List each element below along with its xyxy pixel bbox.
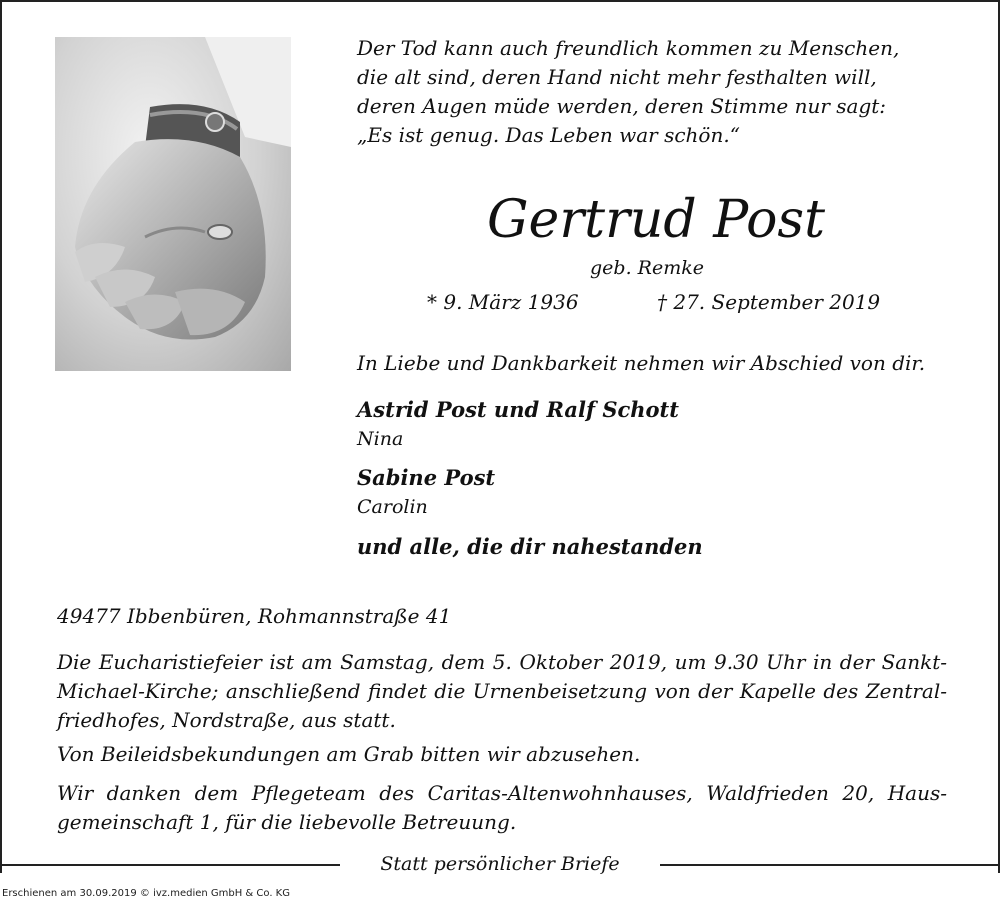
farewell-text: In Liebe und Dankbarkeit nehmen wir Abschied von dir. [357,351,926,375]
hands-photo [55,37,291,371]
service-line: Michael-Kirche; anschließend findet die Urnenbeisetzung von der Kapelle des Zentral- [57,679,947,703]
poem [357,34,899,150]
family-member-name: Sabine Post [357,465,496,490]
poem-line: die alt sind, deren Hand nicht mehr festhalten will, [357,65,877,89]
clasped-hands-image [55,37,291,371]
family-member-sub: Nina [357,428,404,450]
poem-line: „Es ist genug. Das Leben war schön.“ [357,123,740,147]
service-info [57,648,947,735]
thanks-line: gemeinschaft 1, für die liebevolle Betreuung. [57,810,517,834]
family-member-sub: Carolin [357,496,428,518]
address: 49477 Ibbenbüren, Rohmannstraße 41 [57,604,452,628]
deceased-name: Gertrud Post [487,190,825,250]
service-line: friedhofes, Nordstraße, aus statt. [57,708,396,732]
poem-line: deren Augen müde werden, deren Stimme nur sagt: [357,94,887,118]
family-all: und alle, die dir nahestanden [357,534,703,559]
closing-text: Statt persönlicher Briefe [340,853,660,875]
birth-name: geb. Remke [590,257,704,279]
service-line: Die Eucharistiefeier ist am Samstag, dem 5. Oktober 2019, um 9.30 Uhr in der Sankt- [57,650,947,674]
family-member-name: Astrid Post und Ralf Schott [357,397,679,422]
condolence-line: Von Beileidsbekundungen am Grab bitten wir abzusehen. [57,742,641,766]
thanks-line: Wir danken dem Pflegeteam des Caritas-Altenwohnhauses, Waldfrieden 20, Haus- [57,781,947,805]
thanks-info [57,779,947,837]
bottom-rule-left [0,864,340,866]
bottom-rule-right [660,864,1000,866]
poem-line: Der Tod kann auch freundlich kommen zu Menschen, [357,36,900,60]
birth-date: * 9. März 1936 [427,290,579,314]
publication-credit: Erschienen am 30.09.2019 © ivz.medien GmbH & Co. KG [2,888,290,899]
death-date: † 27. September 2019 [657,290,881,314]
condolence-note [57,740,947,769]
